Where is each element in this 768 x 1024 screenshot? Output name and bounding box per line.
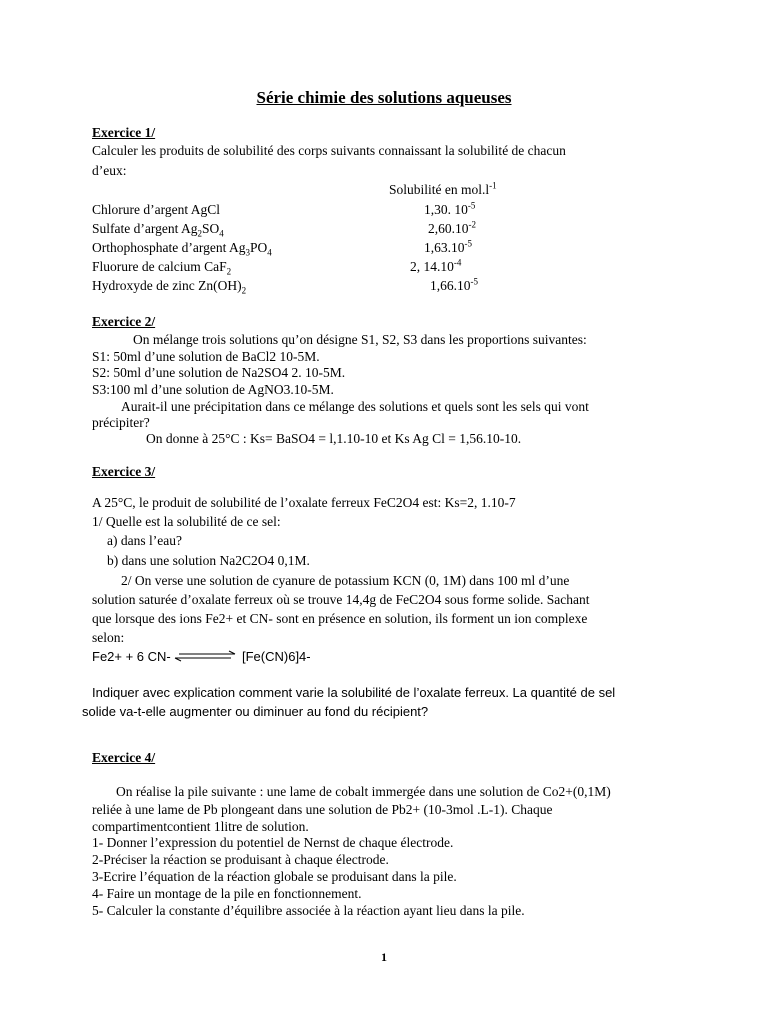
solubility-value: 2, $14.10^{-4}$ — [410, 257, 462, 274]
ex1-intro-line-2: d’eux: — [92, 163, 127, 178]
ex3-question-line-1: Indiquer avec explication comment varie la solubilité de l’oxalate ferreux. La quantité de sel — [92, 685, 616, 700]
exercise-4-heading: Exercice 4/ — [92, 750, 156, 765]
solubility-value: $1,66.10^{-5}$ — [430, 276, 478, 293]
exercise-3-heading: Exercice 3/ — [92, 464, 156, 479]
compound-name: Sulfate d’argent $Ag_2SO_4$ — [92, 221, 224, 239]
ex2-given-data: On donne à 25°C : Ks= BaSO4 = l,1.10-10 et Ks Ag Cl = 1,56.10-10. — [146, 431, 522, 446]
ex3-line-5: 2/ On verse une solution de cyanure de potassium KCN (0, 1M) dans 100 ml d’une — [121, 573, 570, 588]
ex4-line-2: reliée à une lame de Pb plongeant dans une solution de Pb2+ (10-3mol .L-1). Chaque — [92, 802, 553, 817]
ex1-intro-line-1: Calculer les produits de solubilité des corps suivants connaissant la solubilité de chacun — [92, 143, 566, 158]
ex2-solution-s3: S3:100 ml d’une solution de AgNO3.10-5M. — [92, 382, 334, 397]
ex3-line-7: que lorsque des ions Fe2+ et CN- sont en présence en solution, ils forment un ion complexe — [92, 611, 588, 626]
ex3-line-2: 1/ Quelle est la solubilité de ce sel: — [92, 514, 281, 529]
ex3-question-line-2: solide va-t-elle augmenter ou diminuer au fond du récipient? — [82, 704, 429, 719]
ex4-line-7: 4- Faire un montage de la pile en fonctionnement. — [92, 886, 362, 901]
solubility-value: $1,63.10^{-5}$ — [424, 238, 472, 255]
ex2-question-line-2: précipiter? — [92, 415, 150, 430]
ex4-line-4: 1- Donner l’expression du potentiel de Nernst de chaque électrode. — [92, 835, 454, 850]
ex3-line-6: solution saturée d’oxalate ferreux où se trouve 14,4g de FeC2O4 sous forme solide. Sachant — [92, 592, 590, 607]
exercise-2-heading: Exercice 2/ — [92, 314, 156, 329]
ex2-question-line-1: Aurait-il une précipitation dans ce mélange des solutions et quels sont les sels qui vont — [121, 399, 589, 414]
ex2-line-1: On mélange trois solutions qu’on désigne S1, S2, S3 dans les proportions suivantes: — [133, 332, 587, 347]
solubility-column-header: Solubilité en $mol.l^{-1}$ — [389, 180, 497, 197]
ex4-line-8: 5- Calculer la constante d’équilibre associée à la réaction ayant lieu dans la pile. — [92, 903, 525, 918]
ex3-line-1: A 25°C, le produit de solubilité de l’oxalate ferreux FeC2O4 est: Ks=2, 1.10-7 — [92, 495, 516, 510]
exercise-1-heading: Exercice 1/ — [92, 125, 156, 140]
ex2-solution-s2: S2: 50ml d’une solution de Na2SO4 2. 10-5M. — [92, 365, 346, 380]
ex4-line-3: compartimentcontient 1litre de solution. — [92, 819, 309, 834]
solubility-value: $2,60.10^{-2}$ — [428, 219, 476, 236]
solubility-value: 1,30. $10^{-5}$ — [424, 200, 476, 217]
ex3-line-4: b) dans une solution Na2C2O4 0,1M. — [107, 553, 310, 568]
compound-name: Hydroxyde de zinc $Zn(OH)_2$ — [92, 278, 247, 296]
equilibrium-arrow-icon — [173, 650, 237, 662]
ex2-solution-s1: S1: 50ml d’une solution de BaCl2 10-5M. — [92, 349, 320, 364]
compound-name: Chlorure d’argent AgCl — [92, 202, 220, 217]
equation-left: Fe2+ + 6 CN- — [92, 649, 171, 664]
compound-name: Orthophosphate d’argent $Ag_3PO_4$ — [92, 240, 272, 258]
ex3-line-3: a) dans l’eau? — [107, 533, 182, 548]
ex3-line-8: selon: — [92, 630, 125, 645]
ex4-line-1: On réalise la pile suivante : une lame de cobalt immergée dans une solution de Co2+(0,1M) — [116, 784, 611, 799]
page-number: 1 — [381, 950, 387, 964]
ex4-line-6: 3-Ecrire l’équation de la réaction globale se produisant dans la pile. — [92, 869, 457, 884]
ex4-line-5: 2-Préciser la réaction se produisant à chaque électrode. — [92, 852, 389, 867]
compound-name: Fluorure de calcium CaF$_2$ — [92, 259, 232, 277]
page-title: Série chimie des solutions aqueuses — [256, 88, 512, 107]
equation-right: [Fe(CN)6]4- — [242, 649, 311, 664]
